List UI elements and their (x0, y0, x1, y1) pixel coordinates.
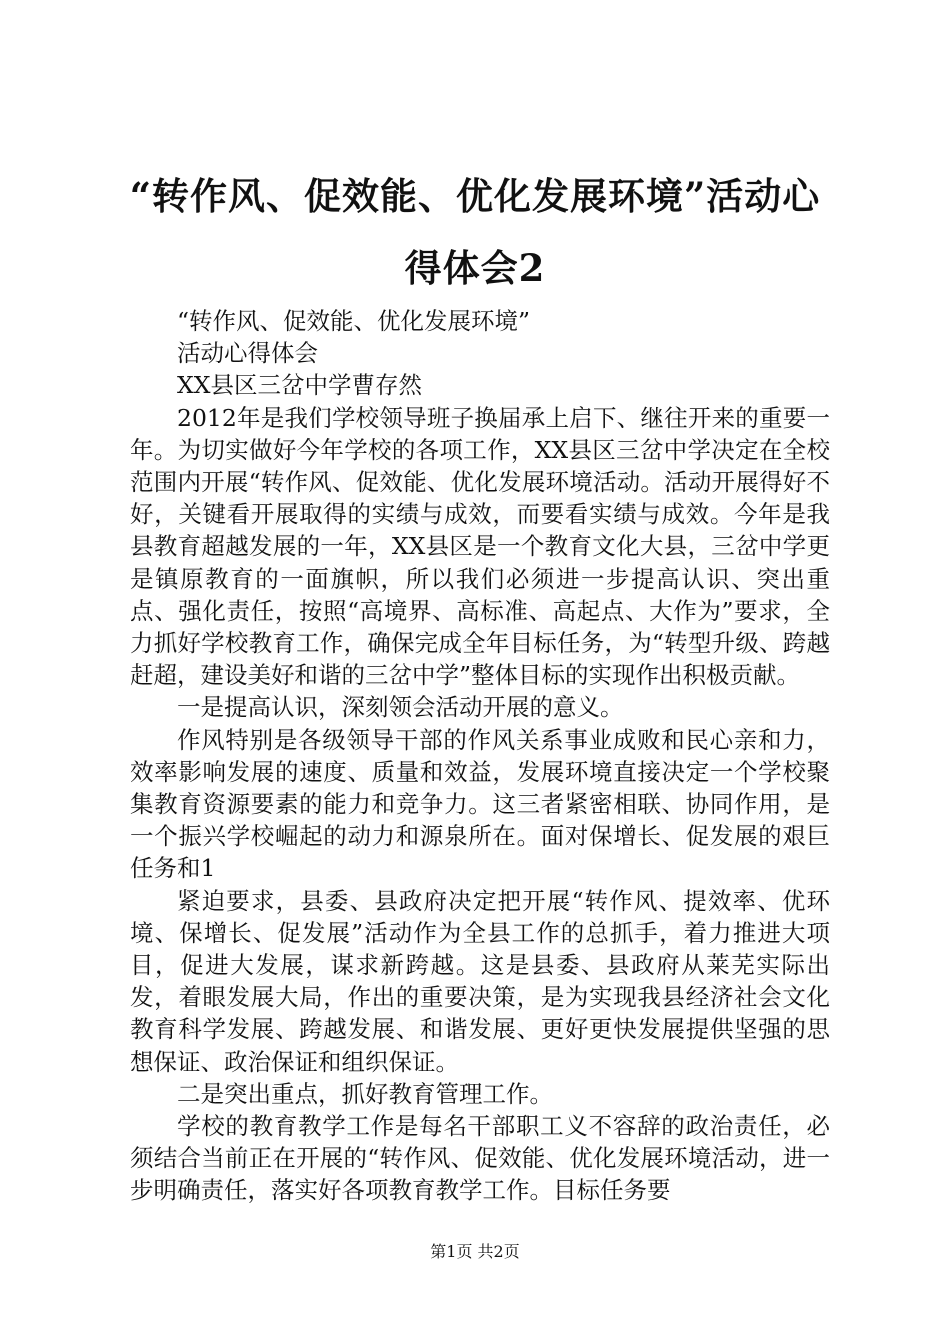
document-body (130, 305, 830, 1207)
section-heading-2: 二是突出重点，抓好教育管理工作。 (177, 1079, 553, 1108)
body-paragraph: 作风特别是各级领导干部的作风关系事业成败和民心亲和力，效率影响发展的速度、质量和效益，发展环境直接决定一个学校聚集教育资源要素的能力和竞争力。这三者紧密相联、协同作用，是一个振兴学校崛起的动力和源泉所在。面对保增长、促发展的艰巨任务和1 (130, 725, 830, 883)
page-footer: 第1页 共2页 (430, 1242, 520, 1261)
subtitle-line-2: 活动心得体会 (177, 339, 318, 368)
body-paragraph: 学校的教育教学工作是每名干部职工义不容辞的政治责任，必须结合当前正在开展的“转作风、促效能、优化发展环境活动，进一步明确责任，落实好各项教育教学工作。目标任务要 (130, 1112, 830, 1205)
section-heading-1: 一是提高认识，深刻领会活动开展的意义。 (177, 693, 624, 722)
document-title: “转作风、促效能、优化发展环境”活动心得体会2 (129, 174, 821, 290)
subtitle-line-1: “转作风、促效能、优化发展环境” (177, 307, 531, 335)
body-paragraph: 2012年是我们学校领导班子换届承上启下、继往开来的重要一年。为切实做好今年学校的各项工作，XX县区三岔中学决定在全校范围内开展“转作风、促效能、优化发展环境活动。活动开展得好不好，关键看开展取得的实绩与成效，而要看实绩与成效。今年是我县教育超越发展的一年，XX县区是一个教育文化大县，三岔中学更是镇原教育的一面旗帜，所以我们必须进一步提高认识、突出重点、强化责任，按照“高境界、高标准、高起点、大作为”要求，全力抓好学校教育工作，确保完成全年目标任务，为“转型升级、跨越赶超，建设美好和谐的三岔中学”整体目标的实现作出积极贡献。 (130, 403, 830, 690)
body-paragraph: 紧迫要求，县委、县政府决定把开展“转作风、提效率、优环境、保增长、促发展”活动作为全县工作的总抓手，着力推进大项目，促进大发展，谋求新跨越。这是县委、县政府从莱芜实际出发，着眼发展大局，作出的重要决策，是为实现我县经济社会文化教育科学发展、跨越发展、和谐发展、更好更快发展提供坚强的思想保证、政治保证和组织保证。 (130, 886, 830, 1076)
author-line: XX县区三岔中学曹存然 (177, 371, 422, 400)
